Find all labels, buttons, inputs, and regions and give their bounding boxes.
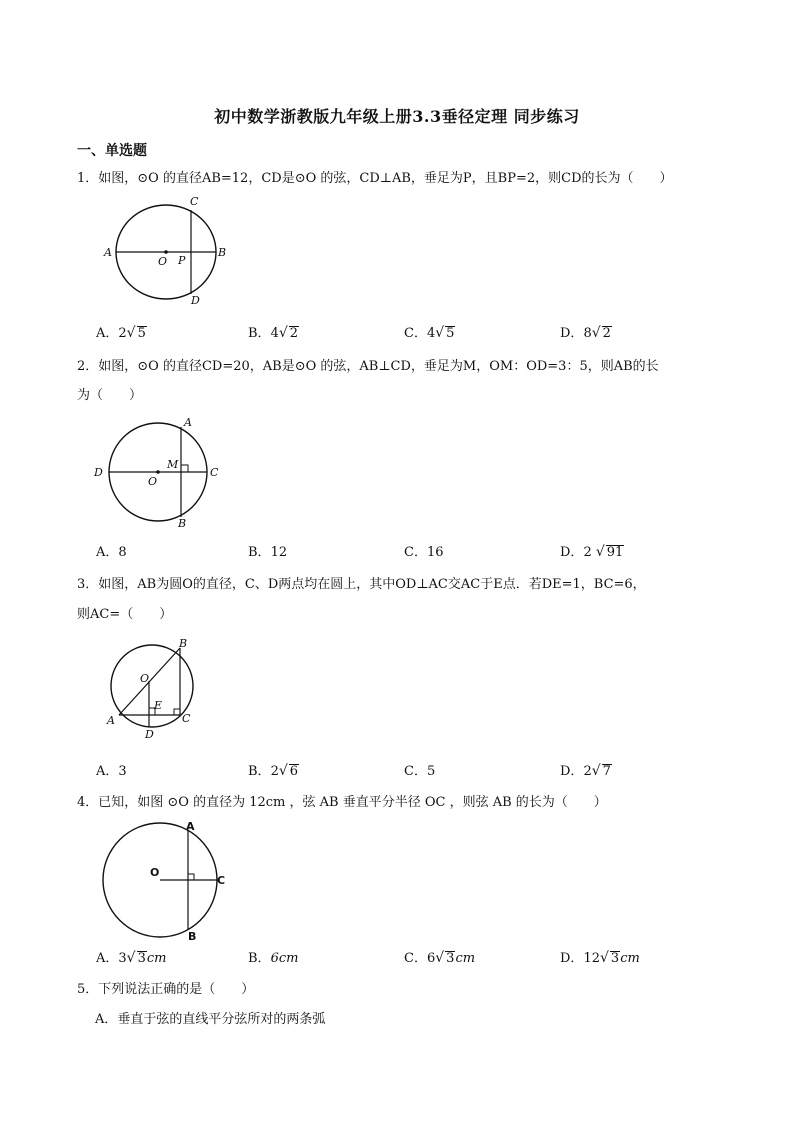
q3-label-a: A: [107, 714, 115, 727]
q3-option-d[interactable]: D．2√ 7: [560, 763, 611, 779]
q1-option-b[interactable]: B．4√ 2: [248, 325, 299, 341]
question-2-stem-line1: 2．如图，⊙O 的直径CD=20，AB是⊙O 的弦，AB⊥CD，垂足为M，OM：OD=3：5，则AB的长: [77, 359, 659, 374]
q1-label-a: A: [104, 246, 112, 259]
q3-option-a[interactable]: A．3: [96, 764, 127, 779]
q5-option-a[interactable]: A．垂直于弦的直线平分弦所对的两条弧: [95, 1012, 326, 1027]
question-2-stem-line2: 为（ ）: [77, 388, 143, 403]
question-1-stem: 1．如图，⊙O 的直径AB=12，CD是⊙O 的弦，CD⊥AB，垂足为P，且BP=2，则CD的长为（ ）: [77, 171, 673, 186]
q4-label-c: C: [217, 874, 226, 887]
q3-option-c[interactable]: C．5: [404, 764, 436, 779]
q2-label-b: B: [178, 517, 187, 530]
q1-option-d[interactable]: D．8√ 2: [560, 325, 611, 341]
question-5-stem: 5．下列说法正确的是（ ）: [77, 982, 255, 997]
page-title: 初中数学浙教版九年级上册3.3垂径定理 同步练习: [214, 107, 580, 126]
question-3-figure: [105, 638, 205, 742]
q2-option-a[interactable]: A．8: [96, 545, 127, 560]
q2-label-d: D: [94, 466, 103, 479]
q1-option-c[interactable]: C．4√ 5: [404, 325, 455, 341]
q2-option-d[interactable]: D．2 √ 91: [560, 544, 624, 560]
q2-option-c[interactable]: C．16: [404, 545, 444, 560]
question-3-stem-line2: 则AC=（ ）: [77, 607, 173, 622]
q2-label-o: O: [148, 475, 158, 488]
section-heading: 一、单选题: [77, 143, 147, 159]
q2-label-c: C: [210, 466, 219, 479]
q2-label-m: M: [167, 458, 179, 471]
q3-label-e: E: [154, 699, 163, 712]
q4-label-b: B: [188, 930, 197, 942]
q3-label-b: B: [179, 638, 188, 650]
q4-option-c[interactable]: C．6√ 3cm: [404, 950, 476, 966]
question-4-stem: 4．已知，如图 ⊙O 的直径为 12cm ，弦 AB 垂直平分半径 OC ，则弦 AB 的长为（ ）: [77, 795, 607, 810]
q4-option-d[interactable]: D．12√ 3cm: [560, 950, 640, 966]
q3-label-c: C: [182, 712, 191, 725]
q4-label-a: A: [186, 820, 195, 833]
q2-label-a: A: [184, 416, 192, 429]
q4-label-o: O: [150, 866, 160, 879]
question-4-figure: [98, 818, 238, 942]
q3-label-d: D: [145, 728, 154, 741]
q3-option-b[interactable]: B．2√ 6: [248, 763, 299, 779]
q3-label-o: O: [140, 672, 150, 685]
q4-option-a[interactable]: A．3√ 3cm: [96, 950, 167, 966]
q1-label-o: O: [158, 255, 168, 268]
q1-label-d: D: [191, 294, 200, 307]
q4-option-b[interactable]: B．6cm: [248, 951, 299, 966]
question-2-figure: [90, 410, 230, 532]
q1-label-b: B: [218, 246, 227, 259]
q1-label-c: C: [190, 195, 199, 208]
question-1-figure: [100, 190, 230, 308]
q1-option-a[interactable]: A．2√ 5: [96, 325, 146, 341]
question-3-stem-line1: 3．如图，AB为圆O的直径，C、D两点均在圆上，其中OD⊥AC交AC于E点．若DE=1，BC=6，: [77, 577, 646, 592]
q2-option-b[interactable]: B．12: [248, 545, 288, 560]
q1-label-p: P: [178, 254, 186, 267]
